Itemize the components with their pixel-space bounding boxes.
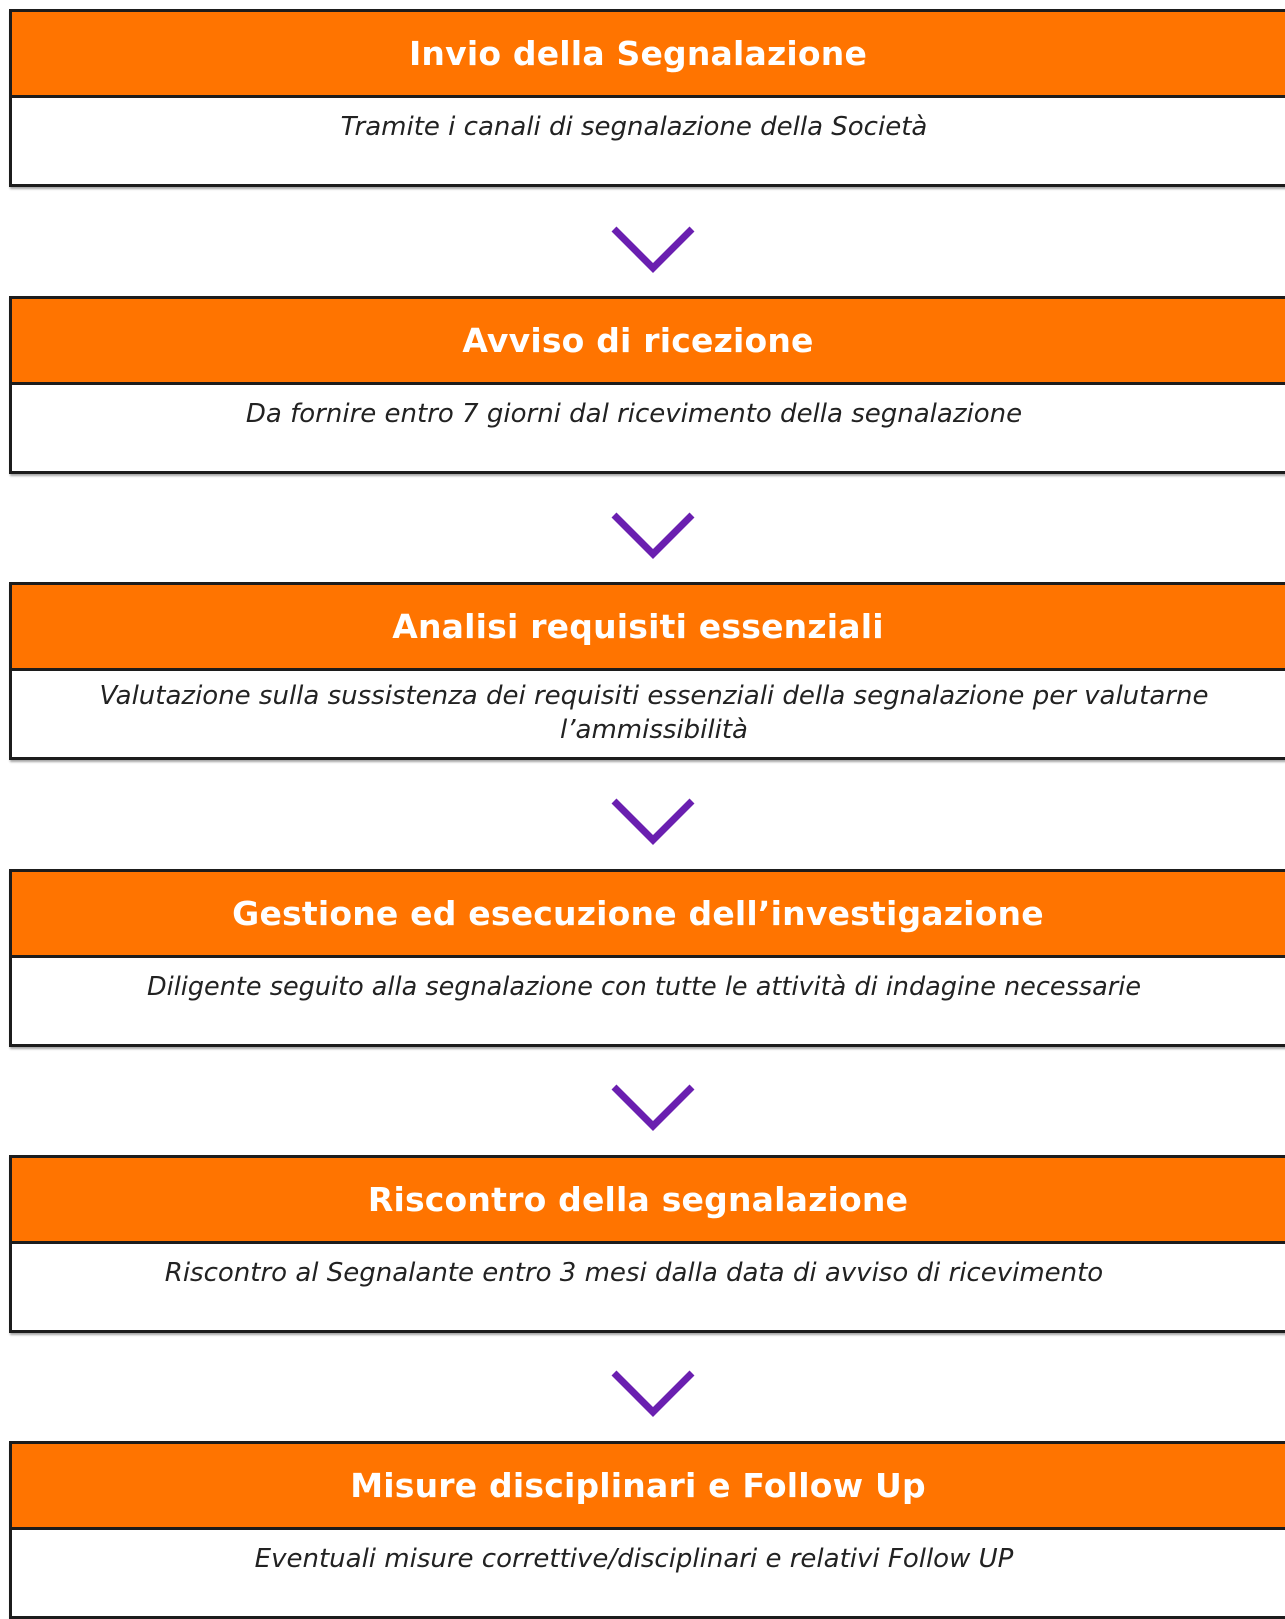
step-header: [12, 299, 1285, 385]
chevron-down-icon: [610, 511, 696, 561]
step-body: [12, 385, 1285, 471]
step-title: Misure disciplinari e Follow Up: [350, 1466, 926, 1505]
step-analisi-requisiti: [9, 582, 1285, 760]
step-header: [12, 872, 1285, 958]
step-body: [12, 958, 1285, 1044]
chevron-down-icon: [610, 1083, 696, 1133]
step-avviso-ricezione: [9, 296, 1285, 474]
chevron-down-icon: [610, 1369, 696, 1419]
step-description: Diligente seguito alla segnalazione con tutte le attività di indagine necessarie: [146, 972, 1142, 1002]
step-header: [12, 1444, 1285, 1530]
step-description: Riscontro al Segnalante entro 3 mesi dalla data di avviso di ricevimento: [164, 1258, 1104, 1288]
step-description: Valutazione sulla sussistenza dei requisiti essenziali della segnalazione per valutarne l’ammissibilità: [99, 681, 1209, 745]
step-riscontro-segnalazione: [9, 1155, 1285, 1333]
step-header: [12, 585, 1285, 671]
step-gestione-investigazione: [9, 869, 1285, 1047]
step-header: [12, 12, 1285, 98]
step-description: Tramite i canali di segnalazione della Società: [340, 112, 928, 142]
step-header: [12, 1158, 1285, 1244]
step-title: Invio della Segnalazione: [408, 34, 868, 73]
step-title: Gestione ed esecuzione dell’investigazione: [232, 894, 1044, 933]
step-description: Eventuali misure correttive/disciplinari e relativi Follow UP: [254, 1544, 1014, 1574]
step-body: [12, 1244, 1285, 1330]
step-title: Analisi requisiti essenziali: [392, 607, 884, 646]
step-title: Avviso di ricezione: [462, 321, 814, 360]
step-body: [12, 98, 1285, 184]
step-title: Riscontro della segnalazione: [367, 1180, 909, 1219]
chevron-down-icon: [610, 797, 696, 847]
step-description: Da fornire entro 7 giorni dal ricevimento della segnalazione: [245, 399, 1023, 429]
step-body: [12, 671, 1285, 757]
step-invio-segnalazione: [9, 9, 1285, 187]
chevron-down-icon: [610, 225, 696, 275]
step-misure-disciplinari: [9, 1441, 1285, 1619]
step-body: [12, 1530, 1285, 1616]
